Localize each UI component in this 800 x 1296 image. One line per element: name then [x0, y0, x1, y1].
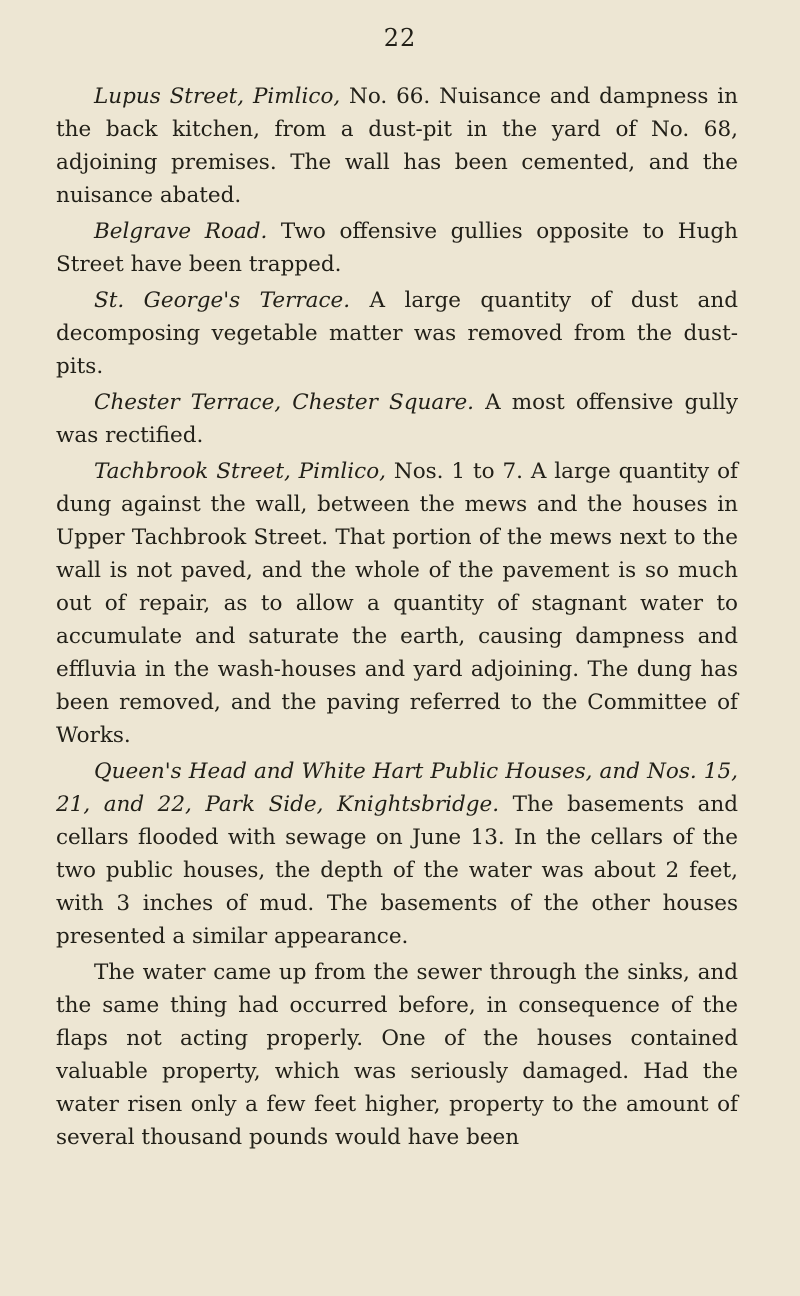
paragraph-text: The water came up from the sewer through the sinks, and the same thing had occurred before, in consequence of the flaps not acting properly. One of the houses contained valuable property, which was seriously damaged. Had the water risen only a few feet higher, property to the amount of several thousand pounds would have been	[56, 960, 738, 1150]
paragraph-chester-terrace	[56, 386, 738, 452]
paragraph-text: A most offensive gully was rectified.	[56, 390, 738, 448]
paragraph-heading: Tachbrook Street, Pimlico,	[94, 459, 386, 484]
paragraph-heading: St. George's Terrace.	[94, 288, 351, 313]
paragraph-heading: Lupus Street, Pimlico,	[94, 84, 341, 109]
paragraph-heading: Chester Terrace, Chester Square.	[94, 390, 475, 415]
paragraph-text: A large quantity of dust and decomposing vegetable matter was removed from the dust-pits.	[56, 288, 738, 379]
paragraph-tachbrook-street	[56, 455, 738, 752]
paragraph-queens-head	[56, 755, 738, 953]
paragraph-text: The basements and cellars flooded with sewage on June 13. In the cellars of the two public houses, the depth of the water was about 2 feet, with 3 inches of mud. The basements of the other houses presented a similar appearance.	[56, 792, 738, 949]
paragraph-text: Nos. 1 to 7. A large quantity of dung against the wall, between the mews and the houses in Upper Tachbrook Street. That portion of the mews next to the wall is not paved, and the whole of the pavement is so much out of repair, as to allow a quantity of stagnant water to accumulate and saturate the earth, causing dampness and effluvia in the wash-houses and yard adjoining. The dung has been removed, and the paving referred to the Committee of Works.	[56, 459, 739, 748]
paragraph-text: No. 66. Nuisance and dampness in the back kitchen, from a dust-pit in the yard of No. 68, adjoining premises. The wall has been cemented, and the nuisance abated.	[56, 84, 738, 208]
paragraph-heading: Belgrave Road.	[94, 219, 268, 244]
paragraph-st-georges-terrace	[56, 284, 738, 383]
page-number: 22	[383, 24, 417, 52]
body-text	[56, 80, 738, 1157]
paragraph-lupus-street	[56, 80, 738, 212]
paragraph-belgrave-road	[56, 215, 738, 281]
paragraph-heading: Queen's Head and White Hart Public Houses, and Nos. 15, 21, and 22, Park Side, Knightsbridge.	[56, 759, 738, 817]
paragraph-water-came-up	[56, 956, 738, 1154]
paragraph-text: Two offensive gullies opposite to Hugh Street have been trapped.	[56, 219, 739, 277]
